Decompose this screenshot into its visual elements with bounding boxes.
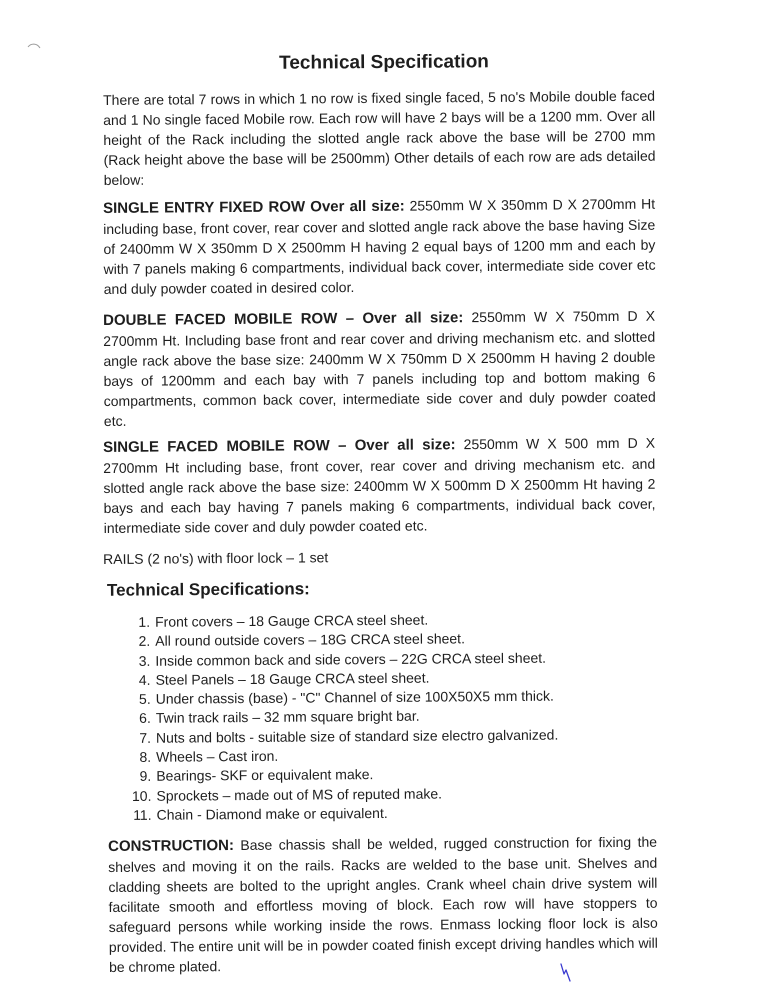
section-text: 2550mm W X 500 mm D X 2700mm Ht including base, front cover, rear cover and driving mechanism etc. and slotted angle rack above the base size: 2400mm W X 500mm D X 2500mm Ht having 2 bays and each bay having 7 panels making 6 compartments, individual back cover, intermediate side cover and duly powder coated etc.	[103, 434, 656, 536]
list-item-text: Wheels – Cast iron.	[156, 747, 279, 765]
section-double-faced-mobile-row	[103, 306, 656, 431]
list-item-text: Bearings- SKF or equivalent make.	[156, 766, 374, 785]
section-text: 2550mm W X 350mm D X 2700mm Ht including base, front cover, rear cover and slotted angle rack above the base having Size of 2400mm W X 350mm D X 2500mm H having 2 equal bays of 1200 mm and each by with 7 panels making 6 compartments, individual back cover, intermediate side cover etc and duly powder coated in desired color.	[103, 195, 656, 297]
list-item-number: 9.	[139, 768, 152, 785]
section-text: 2550mm W X 750mm D X 2700mm Ht. Including base front and rear cover and driving mechanism etc. and slotted angle rack above the base size: 2400mm W X 750mm D X 2500mm H having 2 double bays of 1200mm and each bay with 7 panels including top and bottom making 6 compartments, common back cover, intermediate side cover and duly powder coated etc.	[103, 307, 656, 429]
list-item-text: Nuts and bolts - suitable size of standard size electro galvanized.	[155, 726, 559, 746]
list-item-number: 2.	[138, 633, 151, 650]
list-item-number: 3.	[138, 652, 151, 669]
list-item-number: 10.	[131, 787, 152, 804]
section-heading: SINGLE ENTRY FIXED ROW Over all size:	[103, 197, 405, 217]
list-item-text: Sprockets – made out of MS of reputed make.	[156, 785, 443, 804]
list-item-number: 1.	[138, 613, 151, 630]
section-single-entry-fixed-row	[103, 194, 656, 299]
list-item-number: 5.	[138, 690, 151, 708]
pen-tick-mark	[558, 962, 574, 982]
list-item-text: Twin track rails – 32 mm square bright bar.	[155, 708, 420, 727]
specs-list	[124, 609, 626, 825]
rails-line: RAILS (2 no's) with floor lock – 1 set	[103, 549, 329, 567]
list-item-number: 7.	[139, 729, 152, 746]
construction-text: Base chassis shall be welded, rugged construction for fixing the shelves and moving it on the rails. Racks are welded to the base unit. Shelves and cladding sheets are bolted to the upright angles. Crank wheel chain drive system will facilitate smooth and effortless moving of block. Each row will have stoppers to safeguard persons while working inside the rows. Enmass locking floor lock is also provided. The entire unit will be in powder coated finish except driving handles which will be chrome plated.	[108, 833, 658, 975]
list-item-number: 6.	[139, 710, 151, 727]
list-item-text: Inside common back and side covers – 22G CRCA steel sheet.	[155, 649, 547, 669]
specs-heading: Technical Specifications:	[106, 579, 310, 600]
list-item-text: Steel Panels – 18 Gauge CRCA steel sheet.	[155, 669, 430, 688]
list-item	[125, 686, 625, 709]
list-item-number: 11.	[133, 806, 152, 823]
list-item-number: 4.	[138, 671, 151, 688]
construction-heading: CONSTRUCTION:	[108, 837, 234, 855]
list-item-text: All round outside covers – 18G CRCA steel sheet.	[155, 630, 465, 650]
intro-paragraph: There are total 7 rows in which 1 no row is fixed single faced, 5 no's Mobile double faced and 1 No single faced Mobile row. Each row will have 2 bays will be a 1200 mm. Over all height of the Rack including the slotted angle rack above the base will be 2700 mm (Rack height above the base will be 2500mm) Other details of each row are ads detailed below:	[103, 87, 656, 188]
page-title: Technical Specification	[279, 51, 489, 74]
list-item	[126, 802, 626, 825]
section-heading: SINGLE FACED MOBILE ROW – Over all size:	[103, 436, 456, 456]
construction-paragraph	[108, 832, 658, 977]
list-item-number: 8.	[139, 748, 152, 765]
section-heading: DOUBLE FACED MOBILE ROW – Over all size:	[103, 309, 464, 329]
section-single-faced-mobile-row	[103, 433, 656, 538]
list-item-text: Chain - Diamond make or equivalent.	[156, 804, 388, 823]
list-item-text: Under chassis (base) - "C" Channel of size 100X50X5 mm thick.	[155, 687, 554, 707]
list-item	[125, 725, 625, 748]
list-item-text: Front covers – 18 Gauge CRCA steel sheet.	[155, 611, 429, 630]
